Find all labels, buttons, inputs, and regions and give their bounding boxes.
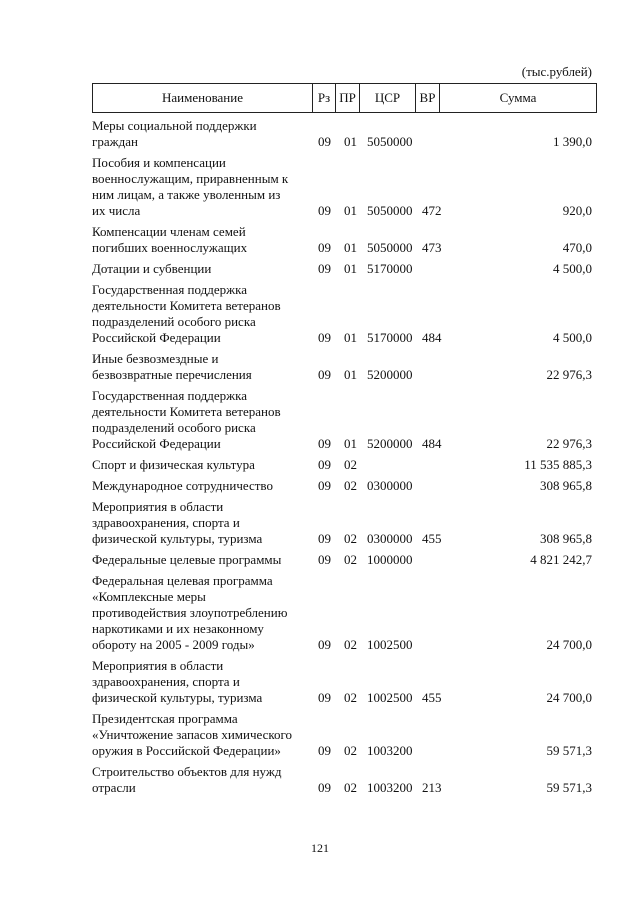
row-csr: 5170000	[367, 330, 413, 345]
row-rz: 09	[318, 367, 331, 382]
units-note: (тыс.рублей)	[521, 64, 592, 79]
table-row	[92, 478, 596, 494]
table-row	[92, 499, 596, 547]
row-pr: 02	[344, 457, 357, 472]
row-vr: 455	[422, 531, 442, 546]
row-csr: 5200000	[367, 436, 413, 451]
row-name: Международное сотрудничество	[92, 478, 273, 493]
page-number: 121	[311, 841, 329, 855]
row-sum: 59 571,3	[546, 743, 592, 758]
row-rz: 09	[318, 552, 331, 567]
row-pr: 02	[344, 780, 357, 795]
row-sum: 308 965,8	[540, 478, 592, 493]
row-csr: 1003200	[367, 780, 413, 795]
row-pr: 02	[344, 690, 357, 705]
row-sum: 1 390,0	[553, 134, 592, 149]
table-row	[92, 711, 596, 759]
row-sum: 4 821 242,7	[530, 552, 592, 567]
row-csr: 1000000	[367, 552, 413, 567]
row-name: Пособия и компенсации военнослужащим, приравненным к ним лицам, а также уволенным из их числа	[92, 155, 289, 218]
row-pr: 01	[344, 261, 357, 276]
budget-rows	[92, 116, 596, 796]
table-row	[92, 118, 596, 150]
row-rz: 09	[318, 531, 331, 546]
row-csr: 5050000	[367, 240, 413, 255]
row-csr: 5170000	[367, 261, 413, 276]
row-csr: 1002500	[367, 690, 413, 705]
row-name: Федеральные целевые программы	[92, 552, 282, 567]
row-rz: 09	[318, 134, 331, 149]
row-pr: 01	[344, 134, 357, 149]
table-row	[92, 573, 596, 653]
row-name: Меры социальной поддержки граждан	[92, 118, 257, 149]
row-rz: 09	[318, 261, 331, 276]
header-rz: Рз	[313, 84, 336, 113]
header-vr: ВР	[416, 84, 440, 113]
table-row	[92, 261, 596, 277]
row-rz: 09	[318, 203, 331, 218]
table-row	[92, 658, 596, 706]
row-csr: 1002500	[367, 637, 413, 652]
row-pr: 01	[344, 330, 357, 345]
row-name: Государственная поддержка деятельности Комитета ветеранов подразделений особого риска Российской Федерации	[92, 388, 281, 451]
table-row	[92, 457, 596, 473]
header-pr: ПР	[336, 84, 360, 113]
row-rz: 09	[318, 330, 331, 345]
row-name: Мероприятия в области здравоохранения, спорта и физической культуры, туризма	[92, 499, 263, 546]
row-pr: 01	[344, 367, 357, 382]
row-pr: 02	[344, 531, 357, 546]
row-pr: 02	[344, 478, 357, 493]
table-row	[92, 155, 596, 219]
row-name: Дотации и субвенции	[92, 261, 212, 276]
table-row	[92, 282, 596, 346]
table-row	[92, 552, 596, 568]
row-name: Президентская программа «Уничтожение запасов химического оружия в Российской Федерации»	[92, 711, 293, 758]
row-name: Компенсации членам семей погибших военнослужащих	[92, 224, 248, 255]
row-csr: 5200000	[367, 367, 413, 382]
row-vr: 484	[422, 436, 442, 451]
table-row	[92, 764, 596, 796]
row-pr: 02	[344, 743, 357, 758]
row-vr: 455	[422, 690, 442, 705]
table-header	[92, 83, 597, 113]
row-csr: 5050000	[367, 203, 413, 218]
row-pr: 02	[344, 552, 357, 567]
table-row	[92, 388, 596, 452]
row-sum: 470,0	[562, 240, 592, 255]
row-rz: 09	[318, 743, 331, 758]
row-name: Государственная поддержка деятельности Комитета ветеранов подразделений особого риска Российской Федерации	[92, 282, 281, 345]
row-sum: 4 500,0	[553, 330, 592, 345]
row-rz: 09	[318, 780, 331, 795]
header-csr: ЦСР	[360, 84, 416, 113]
row-rz: 09	[318, 436, 331, 451]
row-sum: 11 535 885,3	[524, 457, 592, 472]
row-pr: 02	[344, 637, 357, 652]
row-sum: 24 700,0	[546, 690, 592, 705]
row-sum: 24 700,0	[546, 637, 592, 652]
row-csr: 0300000	[367, 478, 413, 493]
row-csr: 5050000	[367, 134, 413, 149]
header-sum: Сумма	[440, 84, 597, 113]
header-name: Наименование	[93, 84, 313, 113]
row-name: Спорт и физическая культура	[92, 457, 255, 472]
row-rz: 09	[318, 690, 331, 705]
row-sum: 308 965,8	[540, 531, 592, 546]
row-rz: 09	[318, 240, 331, 255]
row-vr: 484	[422, 330, 442, 345]
row-sum: 59 571,3	[546, 780, 592, 795]
row-vr: 472	[422, 203, 442, 218]
row-rz: 09	[318, 457, 331, 472]
row-rz: 09	[318, 637, 331, 652]
table-row	[92, 351, 596, 383]
row-name: Мероприятия в области здравоохранения, спорта и физической культуры, туризма	[92, 658, 263, 705]
row-csr: 1003200	[367, 743, 413, 758]
row-sum: 22 976,3	[546, 436, 592, 451]
row-vr: 473	[422, 240, 442, 255]
row-name: Строительство объектов для нужд отрасли	[92, 764, 282, 795]
row-vr: 213	[422, 780, 442, 795]
row-pr: 01	[344, 240, 357, 255]
row-name: Федеральная целевая программа «Комплексные меры противодействия злоупотреблению наркотиками и их незаконному обороту на 2005 - 2009 годы»	[92, 573, 288, 652]
row-pr: 01	[344, 436, 357, 451]
row-name: Иные безвозмездные и безвозвратные перечисления	[92, 351, 252, 382]
table-row	[92, 224, 596, 256]
row-rz: 09	[318, 478, 331, 493]
row-pr: 01	[344, 203, 357, 218]
row-sum: 22 976,3	[546, 367, 592, 382]
row-csr: 0300000	[367, 531, 413, 546]
row-sum: 4 500,0	[553, 261, 592, 276]
row-sum: 920,0	[562, 203, 592, 218]
